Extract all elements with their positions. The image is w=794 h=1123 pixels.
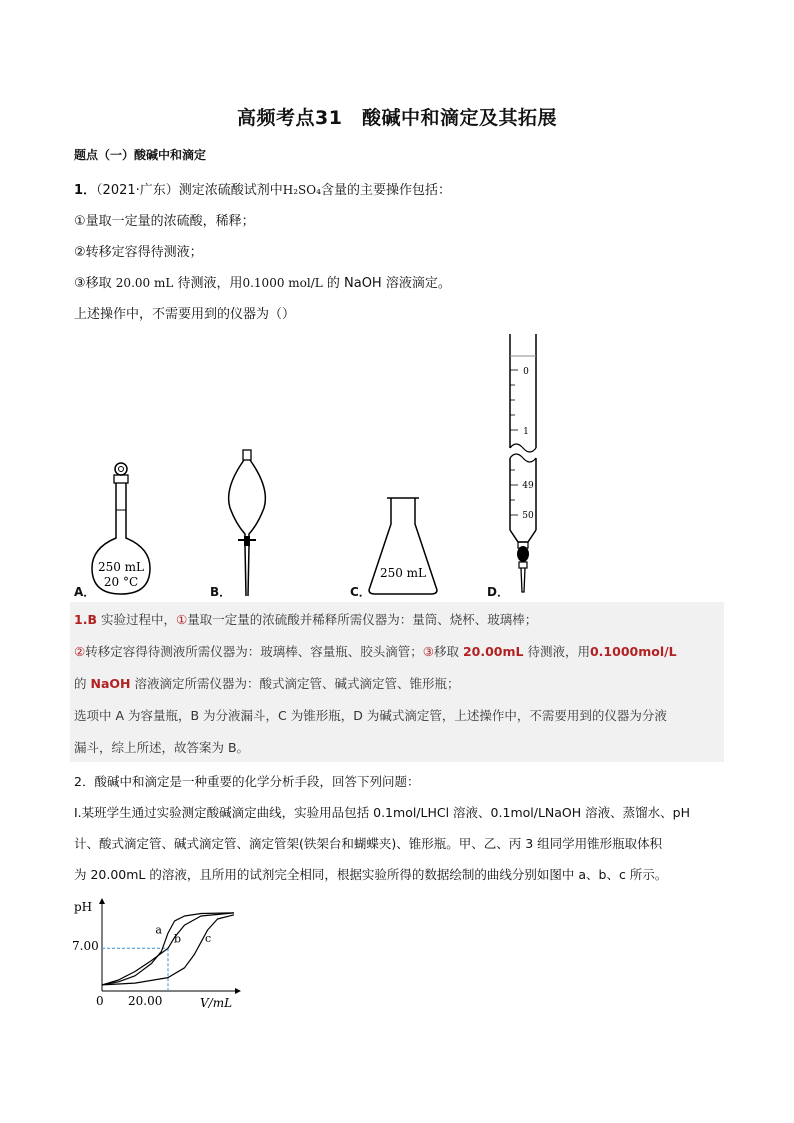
q1-stem	[74, 179, 451, 198]
option-c-label: C．	[350, 585, 371, 599]
flask-c-volume-label: 250 mL	[379, 566, 427, 580]
answer-naoh: NaOH	[90, 676, 131, 691]
titration-curve-chart	[70, 895, 250, 1010]
circle-num-3: ③	[422, 644, 434, 659]
answer-text: 转移定容得待测液所需仪器为：玻璃棒、容量瓶、胶头滴管；	[85, 644, 423, 659]
circle-num-2: ②	[74, 644, 86, 659]
x-tick-20: 20.00	[128, 994, 163, 1008]
burette-mark-50: 50	[522, 511, 534, 521]
answer-text: 实验过程中，	[100, 612, 176, 627]
curve-label-c: c	[205, 932, 212, 946]
answer-text: 待测液，用	[527, 644, 590, 659]
burette-image	[502, 330, 552, 596]
x-tick-0: 0	[96, 994, 104, 1008]
answer-box	[70, 602, 724, 762]
answer-text: 量取一定量的浓硫酸并稀释所需仪器为：量筒、烧杯、玻璃棒；	[187, 612, 538, 627]
flask-a-temp-label: 20 °C	[103, 575, 139, 589]
answer-line-3	[74, 674, 459, 692]
q2-line-4: 为 20.00mL 的溶液，且所用的试剂完全相同，根据实验所得的数据绘制的曲线分别如图中 a、b、c 所示。	[74, 867, 668, 882]
q1-ask: 上述操作中，不需要用到的仪器为（）	[74, 307, 296, 322]
answer-line-5: 漏斗，综上所述，故答案为 B。	[74, 740, 250, 755]
q1-step3-conc: 0.1000 mol/L	[242, 276, 323, 290]
circle-num-1: ①	[175, 612, 188, 627]
section-heading: 题点（一）酸碱中和滴定	[74, 148, 207, 162]
q1-step2: ②转移定容得待测液；	[74, 245, 203, 260]
q2-line-2: Ⅰ.某班学生通过实验测定酸碱滴定曲线，实验用品包括 0.1mol/LHCl 溶液、0.1mol/LNaOH 溶液、蒸馏水、pH	[74, 805, 690, 820]
option-d-label: D．	[487, 585, 509, 599]
answer-text: 溶液滴定所需仪器为：酸式滴定管、碱式滴定管、锥形瓶；	[134, 676, 460, 691]
q1-step3	[74, 272, 451, 291]
q1-step3-b: 待测液，用	[177, 276, 243, 291]
conical-flask-image	[365, 494, 441, 596]
y-tick-7: 7.00	[72, 939, 99, 953]
answer-concentration: 0.1000mol/L	[589, 644, 677, 659]
option-a-label: A．	[74, 585, 96, 599]
curve-label-a: a	[155, 923, 162, 937]
option-b-label: B．	[210, 585, 232, 599]
q1-step3-vol: 20.00 mL	[115, 276, 174, 290]
burette-mark-0: 0	[523, 367, 529, 377]
q2-line-1: 2．酸碱中和滴定是一种重要的化学分析手段，回答下列问题：	[74, 774, 420, 789]
answer-line-1	[74, 610, 537, 628]
curve-label-b: b	[174, 932, 182, 946]
answer-line-2	[74, 642, 677, 660]
x-axis-label: V/mL	[200, 996, 233, 1010]
q1-step3-a: ③移取	[74, 276, 112, 291]
volumetric-flask-image	[86, 460, 156, 600]
answer-key: 1.B	[74, 612, 97, 627]
burette-mark-1: 1	[523, 427, 529, 437]
q1-step3-c: 的 NaOH 溶液滴定。	[326, 276, 451, 291]
q2-line-3: 计、酸式滴定管、碱式滴定管、滴定管架(铁架台和蝴蝶夹)、锥形瓶。甲、乙、丙 3 组同学用锥形瓶取体积	[74, 836, 663, 851]
answer-text: 的	[74, 676, 87, 691]
answer-volume: 20.00mL	[462, 644, 524, 659]
y-axis-label: pH	[74, 900, 93, 914]
page-title: 高频考点31 酸碱中和滴定及其拓展	[237, 107, 557, 129]
q1-formula: H₂SO₄	[282, 183, 321, 197]
answer-text: 移取	[433, 644, 459, 659]
q1-source: （2021·广东）	[96, 183, 179, 198]
q1-step1: ①量取一定量的浓硫酸，稀释；	[74, 214, 255, 229]
q1-intro-b: 含量的主要操作包括：	[320, 183, 451, 198]
answer-line-4: 选项中 A 为容量瓶，B 为分液漏斗，C 为锥形瓶，D 为碱式滴定管，上述操作中，不需要用到的仪器为分液	[74, 708, 667, 723]
q1-intro-a: 测定浓硫酸试剂中	[178, 183, 283, 198]
q1-number: 1．	[74, 183, 97, 198]
flask-a-volume-label: 250 mL	[97, 560, 145, 574]
burette-mark-49: 49	[522, 481, 534, 491]
separatory-funnel-image	[222, 448, 272, 598]
